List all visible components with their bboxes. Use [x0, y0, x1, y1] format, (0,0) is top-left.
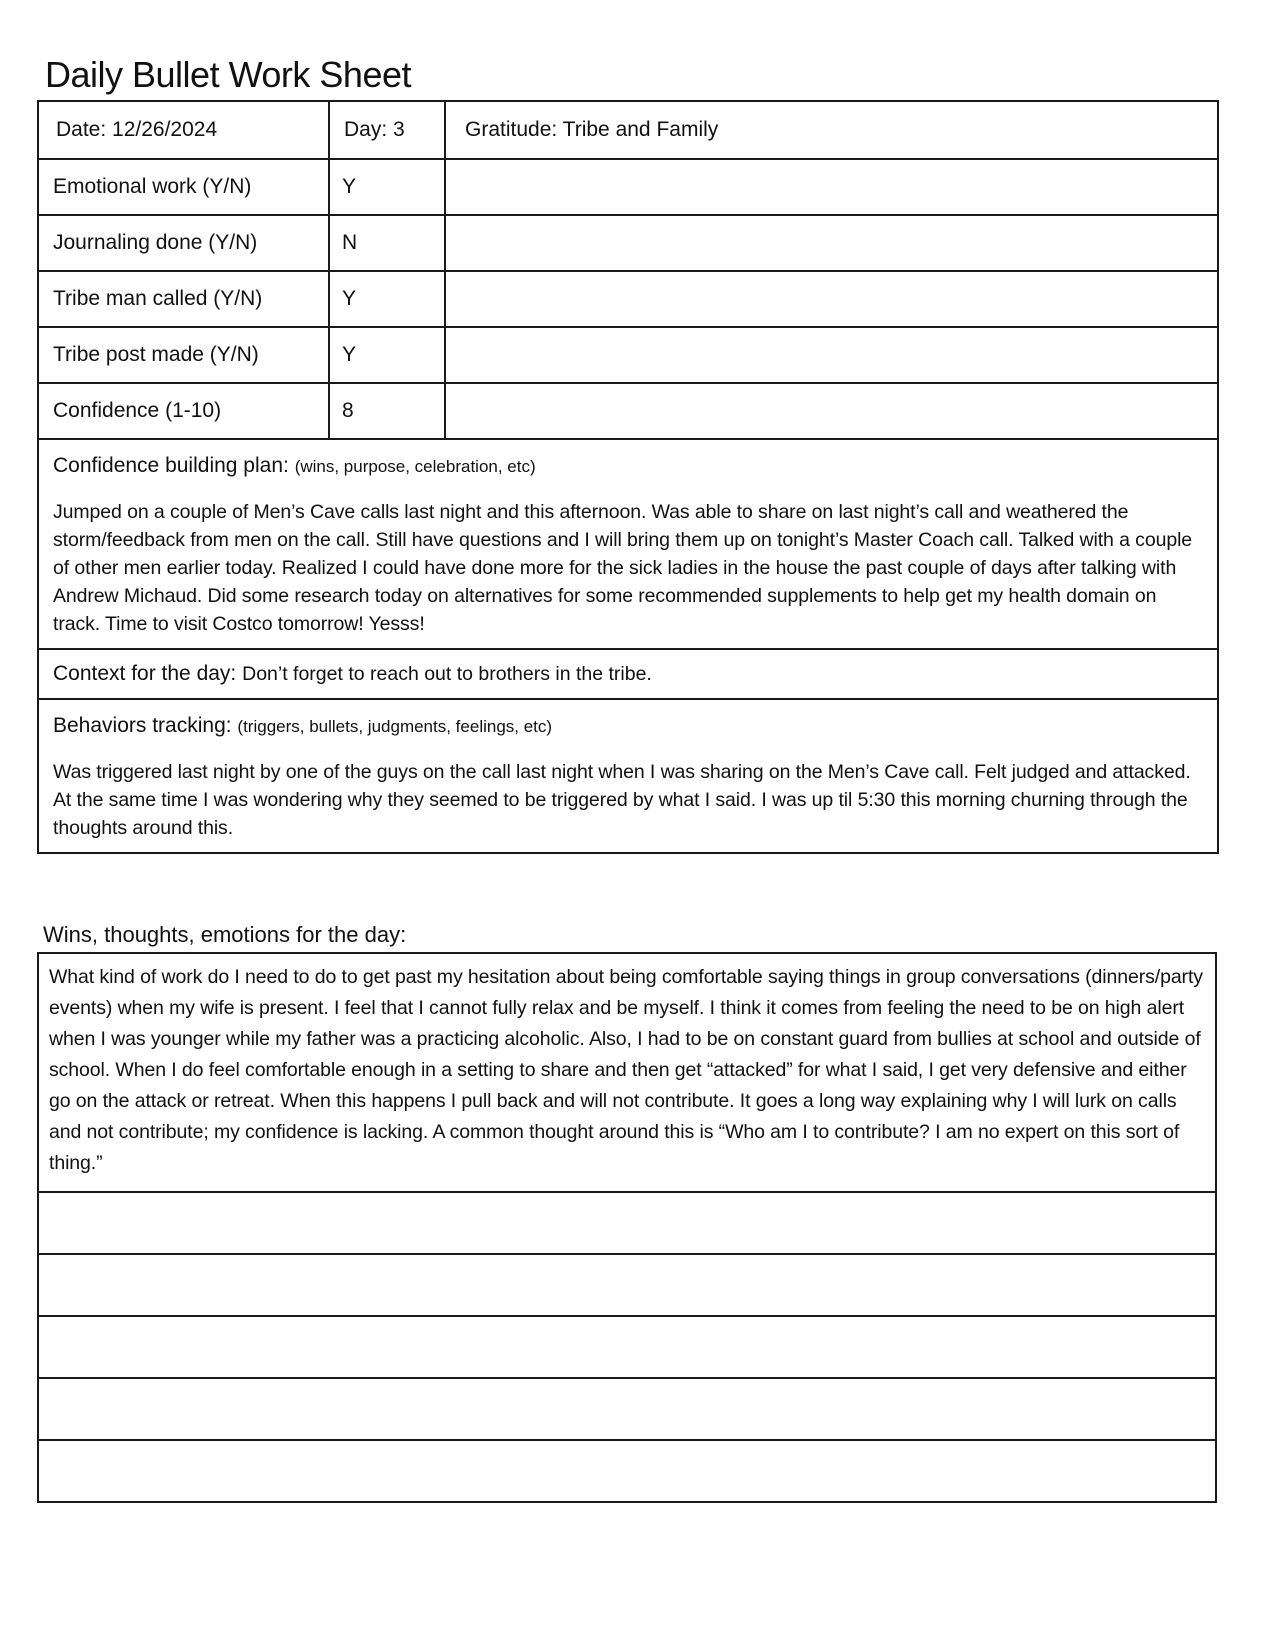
tracking-notes[interactable]: [445, 271, 1218, 327]
context-cell[interactable]: [38, 649, 1218, 699]
tracking-notes[interactable]: [445, 159, 1218, 215]
confidence-plan-text: Jumped on a couple of Men’s Cave calls last night and this afternoon. Was able to share on last night’s call and weathered the storm/feedback from men on the call. Still have questions and I will bring them up on tonight’s Master Coach call. Talked with a couple of other men earlier today. Realized I could have done more for the sick ladies in the house the past couple of days after talking with Andrew Michaud. Did some research today on alternatives for some recommended supplements to help get my health domain on track. Time to visit Costco tomorrow! Yesss!: [53, 501, 1193, 635]
behaviors-text: Was triggered last night by one of the guys on the call last night when I was sharing on the Men’s Cave call. Felt judged and attacked. At the same time I was wondering why they seemed to be triggered by what I said. I was up til 5:30 this morning churning through the thoughts around this.: [53, 761, 1191, 839]
wins-empty-line: [38, 1440, 1216, 1502]
tracking-notes[interactable]: [445, 327, 1218, 383]
confidence-plan-label: Confidence building plan:: [53, 454, 295, 477]
tracking-row-tribe-man-called: [38, 271, 1218, 327]
tracking-value[interactable]: Y: [329, 159, 445, 215]
tracking-value[interactable]: N: [329, 215, 445, 271]
wins-line-cell[interactable]: [38, 1192, 1216, 1254]
behaviors-hint: (triggers, bullets, judgments, feelings, etc): [237, 717, 553, 736]
tracking-row-tribe-post: [38, 327, 1218, 383]
wins-text-row: [38, 953, 1216, 1192]
tracking-label: Journaling done (Y/N): [38, 215, 329, 271]
tracking-notes[interactable]: [445, 215, 1218, 271]
wins-line-cell[interactable]: [38, 1378, 1216, 1440]
wins-table: [37, 952, 1217, 1503]
confidence-plan-row: [38, 439, 1218, 649]
date-field[interactable]: Date: 12/26/2024: [38, 101, 329, 159]
behaviors-label: Behaviors tracking:: [53, 714, 238, 737]
gratitude-field[interactable]: Gratitude: Tribe and Family: [445, 101, 1218, 159]
context-row: [38, 649, 1218, 699]
tracking-value[interactable]: Y: [329, 327, 445, 383]
day-field[interactable]: Day: 3: [329, 101, 445, 159]
wins-empty-line: [38, 1378, 1216, 1440]
tracking-label: Emotional work (Y/N): [38, 159, 329, 215]
wins-text[interactable]: What kind of work do I need to do to get past my hesitation about being comfortable saying things in group conversations (dinners/party events) when my wife is present. I feel that I cannot fully relax and be myself. I think it comes from feeling the need to be on high alert when I was younger while my father was a practicing alcoholic. Also, I had to be on constant guard from bullies at school and outside of school. When I do feel comfortable enough in a setting to share and then get “attacked” for what I said, I get very defensive and either go on the attack or retreat. When this happens I pull back and will not contribute. It goes a long way explaining why I will lurk on calls and not contribute; my confidence is lacking. A common thought around this is “Who am I to contribute? I am no expert on this sort of thing.”: [38, 953, 1216, 1192]
wins-line-cell[interactable]: [38, 1254, 1216, 1316]
tracking-label: Tribe man called (Y/N): [38, 271, 329, 327]
wins-line-cell[interactable]: [38, 1316, 1216, 1378]
wins-empty-line: [38, 1254, 1216, 1316]
context-label: Context for the day:: [53, 662, 243, 685]
tracking-row-journaling: [38, 215, 1218, 271]
wins-label: Wins, thoughts, emotions for the day:: [43, 922, 407, 947]
behaviors-heading: [53, 714, 1203, 738]
tracking-value[interactable]: 8: [329, 383, 445, 439]
wins-empty-line: [38, 1316, 1216, 1378]
wins-line-cell[interactable]: [38, 1440, 1216, 1502]
confidence-plan-cell[interactable]: [38, 439, 1218, 649]
confidence-plan-hint: (wins, purpose, celebration, etc): [294, 457, 536, 476]
confidence-plan-heading: [53, 454, 1203, 478]
header-row: [38, 101, 1218, 159]
tracking-row-confidence: [38, 383, 1218, 439]
worksheet-table: [37, 100, 1219, 854]
page-title: Daily Bullet Work Sheet: [45, 54, 411, 95]
tracking-label: Confidence (1-10): [38, 383, 329, 439]
behaviors-cell[interactable]: [38, 699, 1218, 853]
tracking-value[interactable]: Y: [329, 271, 445, 327]
tracking-notes[interactable]: [445, 383, 1218, 439]
tracking-row-emotional-work: [38, 159, 1218, 215]
tracking-label: Tribe post made (Y/N): [38, 327, 329, 383]
wins-empty-line: [38, 1192, 1216, 1254]
context-text: Don’t forget to reach out to brothers in the tribe.: [242, 663, 652, 685]
behaviors-row: [38, 699, 1218, 853]
